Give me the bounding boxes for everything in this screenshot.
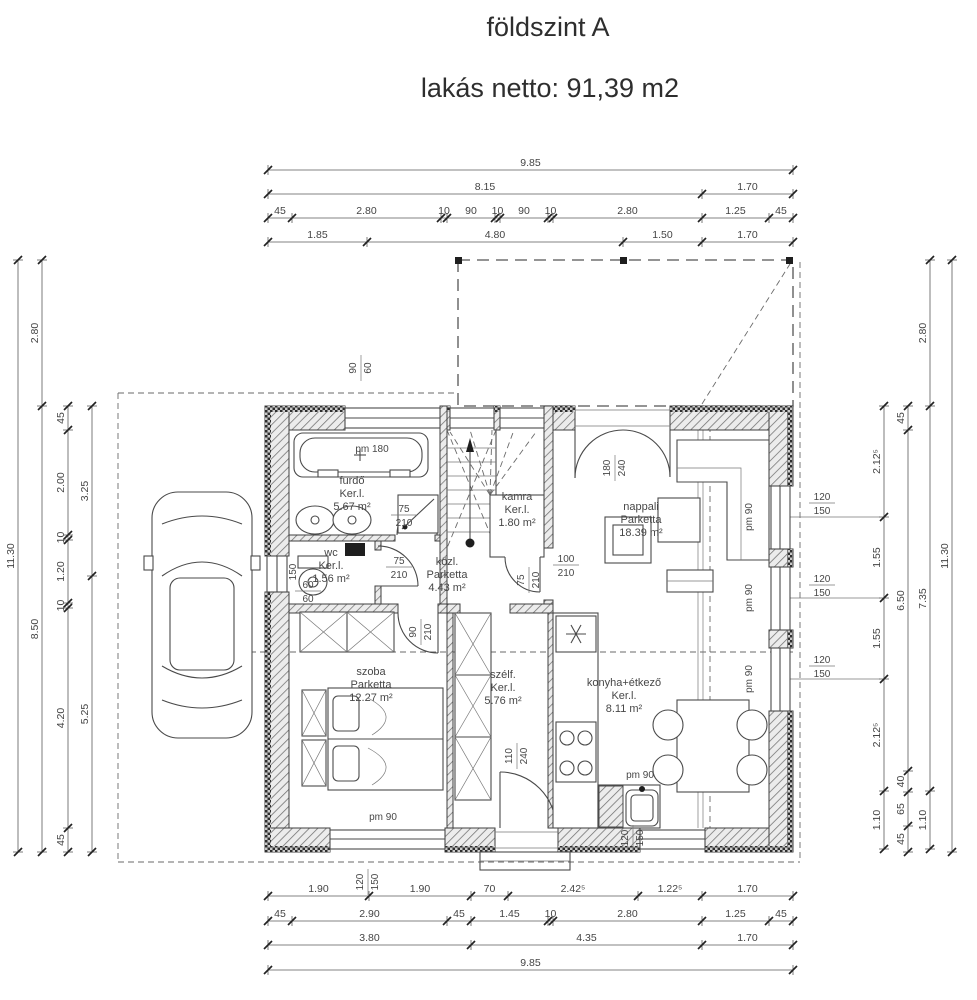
size-denominator: 210 [395, 518, 413, 529]
dim-label: 3.25 [79, 480, 91, 502]
room-area: 12.27 m² [349, 692, 393, 704]
dim-label: 2.90 [359, 908, 380, 920]
dim-label: 45 [895, 833, 907, 845]
dim-chain-l1 [5, 256, 23, 856]
bathroom-fixtures [294, 433, 438, 595]
size-denominator: 210 [390, 570, 408, 581]
dining-table [677, 700, 749, 792]
dim-chain-r2 [895, 402, 913, 856]
room-label-szoba [349, 666, 393, 704]
dim-label: 1.20 [55, 561, 67, 582]
room-floor-type: Parketta [620, 514, 662, 526]
spec-label: pm 90 [744, 584, 755, 612]
room-area: 4.43 m² [428, 582, 466, 594]
dim-chain-b3 [264, 932, 797, 950]
kitchen-sink [626, 786, 658, 826]
dim-chain-l4 [79, 402, 97, 856]
room-name: közl. [435, 556, 459, 568]
chair [737, 710, 767, 740]
living-window-3 [771, 648, 790, 711]
dim-label: 45 [775, 908, 787, 920]
size-fraction [516, 567, 542, 593]
dim-label: 1.45 [499, 908, 520, 920]
bathtub [294, 433, 428, 477]
size-denominator: 150 [813, 588, 831, 599]
dim-label: 45 [453, 908, 465, 920]
living-window-2 [771, 567, 790, 630]
dim-label: 10 [438, 205, 450, 217]
size-numerator: 75 [398, 504, 410, 515]
car-mirror [251, 556, 260, 570]
room-name: szoba [356, 666, 386, 678]
room-area: 18.39 m² [619, 527, 663, 539]
size-numerator: 120 [813, 574, 831, 585]
dim-label: 2.80 [617, 205, 638, 217]
stair-window-1 [450, 408, 494, 428]
spec-label: pm 180 [355, 444, 389, 455]
room-label-frd [333, 475, 371, 513]
room-name: konyha+étkező [586, 677, 662, 689]
size-numerator: 75 [393, 556, 405, 567]
room-name: fürdő [339, 475, 365, 487]
dim-chain-l2 [29, 256, 47, 856]
dim-label: 8.50 [29, 618, 41, 640]
sideboard [667, 570, 713, 592]
size-denominator: 150 [370, 873, 381, 891]
size-fraction [809, 492, 835, 517]
dim-chain-t4 [264, 229, 797, 247]
room-area: 5.76 m² [484, 695, 522, 707]
size-numerator: 100 [557, 554, 575, 565]
dim-label: 2.42⁵ [560, 883, 586, 895]
dim-label: 2.80 [29, 322, 41, 344]
size-fraction [408, 619, 434, 645]
dim-label: 2.12⁵ [871, 449, 883, 474]
dim-label: 10 [491, 205, 504, 217]
dim-label: 1.85 [307, 229, 328, 241]
dim-label: 45 [55, 412, 67, 424]
size-numerator: 120 [620, 829, 631, 847]
room-floor-type: Parketta [350, 679, 392, 691]
dim-chain-t3 [264, 205, 797, 223]
size-numerator: 180 [602, 459, 613, 477]
dim-label: 1.25 [725, 908, 746, 920]
room-label-nappali [619, 501, 663, 539]
room-name: wc [324, 547, 338, 559]
dishwasher [599, 786, 623, 827]
dim-label: 1.25 [725, 205, 746, 217]
chair [653, 755, 683, 785]
size-numerator: 60 [302, 580, 314, 591]
dim-label: 1.50 [652, 229, 673, 241]
size-denominator: 210 [557, 568, 575, 579]
dim-label: 9.85 [520, 957, 541, 969]
size-fraction [553, 554, 579, 579]
room-area: 8.11 m² [605, 703, 643, 715]
dim-label: 1.10 [871, 809, 883, 831]
entry-porch [480, 852, 570, 870]
kitchen-fixtures [553, 613, 660, 828]
car-mirror [144, 556, 153, 570]
room-floor-type: Ker.l. [339, 488, 365, 500]
dim-chain-l3 [55, 402, 73, 856]
dim-label: 1.70 [737, 883, 758, 895]
size-fraction [504, 743, 530, 769]
dim-label: 6.50 [895, 590, 907, 611]
dim-label: 90 [465, 205, 477, 217]
size-numerator: 90 [348, 362, 359, 374]
room-label-szlf [484, 669, 522, 707]
size-numerator: 120 [813, 655, 831, 666]
dim-label: 2.80 [617, 908, 638, 920]
room-floor-type: Ker.l. [504, 504, 530, 516]
dim-label: 90 [518, 205, 530, 217]
size-denominator: 150 [813, 506, 831, 517]
dim-label: 45 [274, 908, 286, 920]
size-fraction [809, 574, 835, 599]
dim-label: 1.70 [737, 181, 758, 193]
chair [653, 710, 683, 740]
dim-label: 5.25 [79, 703, 91, 725]
dim-label: 65 [895, 803, 907, 815]
stair-direction-arrow [466, 438, 474, 452]
dim-label: 10 [55, 599, 67, 612]
dim-chain-r1 [871, 402, 889, 853]
size-denominator: 60 [363, 362, 374, 374]
room-label-wc [312, 547, 350, 585]
size-fraction [602, 455, 628, 481]
dim-label: 2.00 [55, 472, 67, 493]
dim-label: 45 [55, 834, 67, 846]
dim-chain-t1 [264, 157, 797, 175]
dim-label: 3.80 [359, 932, 380, 944]
dim-label: 2.12⁵ [871, 722, 883, 748]
room-area: 1.56 m² [312, 573, 350, 585]
dim-label: 10 [544, 908, 557, 920]
room-floor-type: Ker.l. [490, 682, 516, 694]
size-denominator: 150 [813, 669, 831, 680]
dim-label: 45 [274, 205, 286, 217]
room-name: nappali [623, 501, 659, 513]
bedroom-window [330, 830, 445, 849]
size-numerator: 120 [355, 873, 366, 891]
chimney-block [345, 543, 365, 556]
nightstand-1 [302, 690, 326, 736]
dim-label: 1.70 [737, 932, 758, 944]
living-window-1 [771, 486, 790, 549]
dim-chain-b4 [264, 957, 797, 975]
dim-label: 1.22⁵ [657, 883, 683, 895]
dim-label: 45 [775, 205, 787, 217]
page-title: földszint A [486, 12, 610, 42]
stair-walkline-start-dot [466, 539, 475, 548]
nightstand-2 [302, 740, 326, 786]
room-floor-type: Parketta [426, 569, 468, 581]
dim-label: 1.55 [871, 547, 883, 568]
size-denominator: 150 [635, 829, 646, 847]
dining-set [653, 700, 767, 792]
dim-label: 11.30 [939, 543, 951, 569]
size-denominator: 60 [302, 594, 314, 605]
size-fraction [809, 655, 835, 680]
dim-label: 2.80 [917, 322, 929, 344]
dim-chain-b2 [264, 908, 797, 926]
page-subtitle: lakás netto: 91,39 m2 [420, 73, 680, 103]
dim-label: 4.20 [55, 707, 67, 729]
dim-label: 10 [544, 205, 557, 217]
dim-chain-r4 [939, 256, 957, 856]
dim-label: 1.10 [917, 809, 929, 831]
dim-label: 1.90 [308, 883, 329, 895]
dim-chain-t2 [264, 181, 797, 199]
spec-label: 150 [288, 563, 299, 581]
dim-label: 11.30 [5, 543, 17, 569]
dim-label: 4.35 [576, 932, 597, 944]
car [144, 492, 260, 738]
dim-chain-b1 [264, 883, 797, 901]
size-denominator: 240 [617, 459, 628, 477]
dim-label: 8.15 [474, 181, 496, 193]
spec-label: pm 90 [744, 503, 755, 531]
kitchen-counter [553, 613, 598, 828]
dim-chain-r3 [917, 256, 935, 853]
dim-label: 1.90 [409, 883, 431, 895]
wardrobe [300, 612, 394, 652]
size-denominator: 240 [519, 747, 530, 765]
dim-label: 1.70 [737, 229, 758, 241]
size-numerator: 90 [408, 626, 419, 638]
spec-label: pm 90 [369, 812, 397, 823]
room-name: szélf. [490, 669, 516, 681]
dim-label: 9.85 [520, 157, 541, 169]
spec-label: pm 90 [744, 665, 755, 693]
dim-label: 70 [483, 883, 496, 895]
dim-label: 45 [895, 412, 907, 424]
dim-label: 1.55 [871, 628, 883, 649]
dim-label: 7.35 [917, 588, 929, 609]
room-area: 5.67 m² [333, 501, 371, 513]
size-numerator: 75 [516, 574, 527, 586]
room-floor-type: Ker.l. [611, 690, 637, 702]
room-area: 1.80 m² [498, 517, 536, 529]
bath-window [345, 408, 440, 428]
size-numerator: 110 [504, 748, 515, 764]
size-fraction [348, 355, 374, 381]
size-numerator: 120 [813, 492, 831, 503]
wc-window [267, 556, 287, 592]
coffee-table [658, 498, 700, 542]
terrace-outline [455, 257, 793, 406]
dim-label: 4.80 [484, 229, 506, 241]
spec-label: pm 90 [626, 770, 654, 781]
room-name: kamra [501, 491, 533, 503]
room-label-kzl [427, 556, 469, 594]
room-floor-type: Ker.l. [318, 560, 344, 572]
stair-window-2 [500, 408, 544, 428]
dim-label: 2.80 [356, 205, 377, 217]
chair [737, 755, 767, 785]
dim-label: 40 [895, 775, 907, 788]
size-denominator: 210 [531, 571, 542, 589]
size-denominator: 210 [423, 623, 434, 641]
kitchen-window [640, 830, 705, 849]
size-fraction [355, 869, 381, 895]
dim-label: 10 [55, 531, 67, 544]
